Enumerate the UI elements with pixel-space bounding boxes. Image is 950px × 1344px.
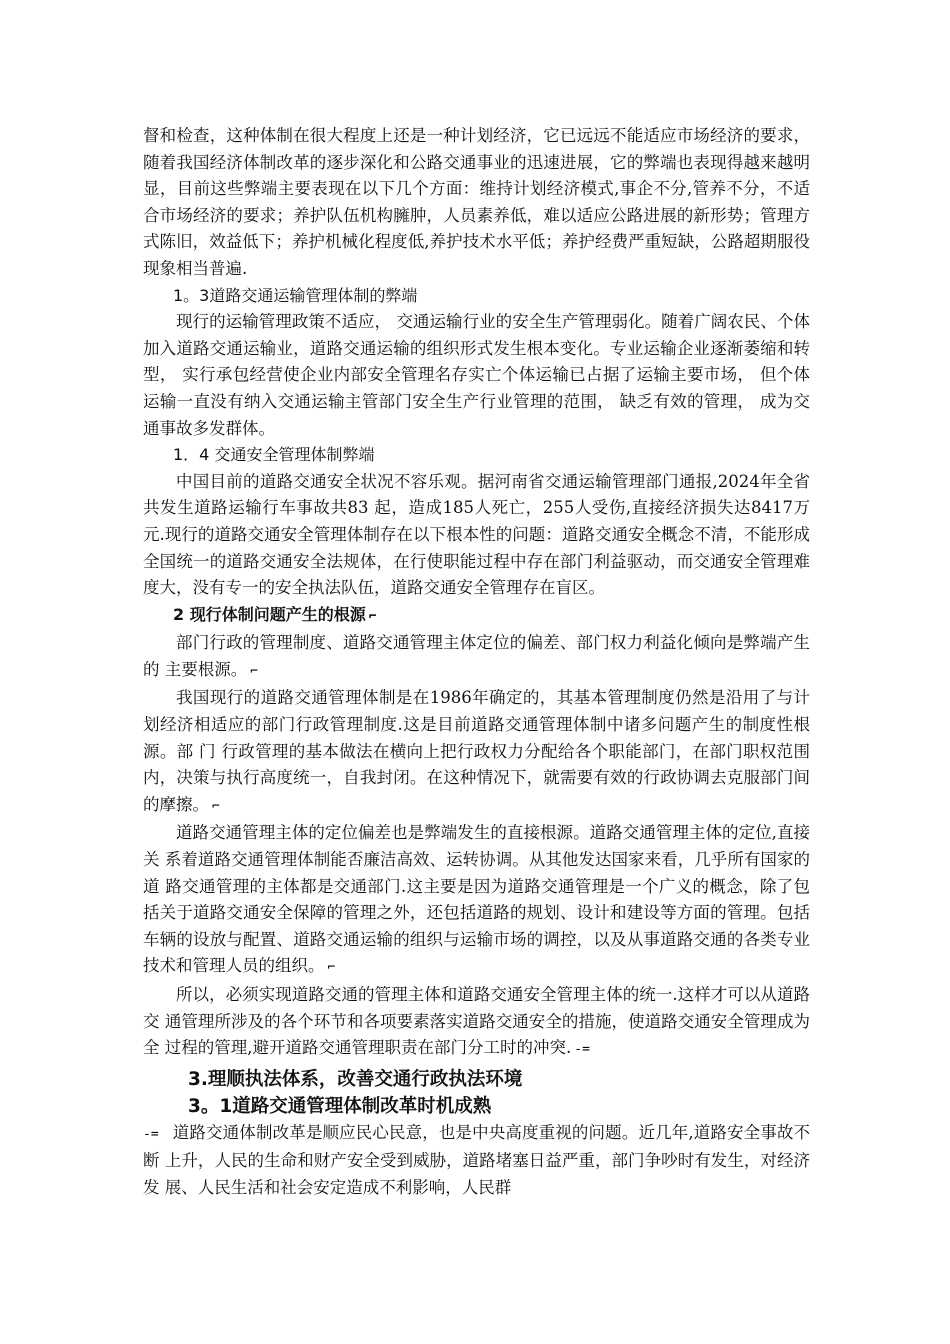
start-mark-icon: ‐= [143,1126,159,1142]
return-mark-icon: ⌐ [212,798,220,814]
paragraph-unification [143,982,810,1064]
paragraph-continued: 督和检查，这种体制在很大程度上还是一种计划经济，它已远远不能适应市场经济的要求，随着我国经济体制改革的逐步深化和公路交通事业的迅速进展，它的弊端也表现得越来越明显，目前这些弊端主要表现在以下几个方面：维持计划经济模式,事企不分,管养不分，不适合市场经济的要求；养护队伍机构臃肿，人员素养低，难以适应公路进展的新形势；管理方式陈旧，效益低下；养护机械化程度低,养护技术水平低；养护经费严重短缺，公路超期服役现象相当普遍. [143,126,810,278]
paragraph-root-causes-text: 部门行政的管理制度、道路交通管理主体定位的偏差、部门权力利益化倾向是弊端产生的 主要根源。 [143,633,810,679]
paragraph-subject-positioning-text: 道路交通管理主体的定位偏差也是弊端发生的直接根源。道路交通管理主体的定位,直接关 系着道路交通管理体制能否廉洁高效、运转协调。从其他发达国家来看，几乎所有国家的道 路交通管理的主体都是交通部门.这主要是因为道路交通管理是一个广义的概念，除了包 括关于道路交通安全保障的管理之外，还包括道路的规划、设计和建设等方面的管理。包括 车辆的设放与配置、道路交通运输的组织与运输市场的调控，以及从事道路交通的各类专业 技术和管理人员的组织。 [143,823,810,976]
paragraph-reform-timing-text: 道路交通体制改革是顺应民心民意，也是中央高度重视的问题。近几年,道路安全事故不断 上升，人民的生命和财产安全受到威胁，道路堵塞日益严重，部门争吵时有发生，对经济发 展、人民生活和社会安定造成不利影响，人民群 [143,1122,810,1197]
heading-1-4: 1．4 交通安全管理体制弊端 [173,445,375,465]
return-mark-icon: ⌐ [250,663,259,679]
heading-2: 2 现行体制问题产生的根源 [173,604,366,624]
heading-2-wrapper [173,602,810,631]
paragraph-subject-positioning [143,820,810,982]
paragraph-safety-status: 中国目前的道路交通安全状况不容乐观。据河南省交通运输管理部门通报,2024年全省共发生道路运输行车事故共83 起，造成185人死亡，255人受伤,直接经济损失达8417万元.现行的道路交通安全管理体制存在以下根本性的问题：道路交通安全概念不清，不能形成全国统一的道路交通安全法规体，在行使职能过程中存在部门利益驱动，而交通安全管理难度大，没有专一的安全执法队伍，道路交通安全管理存在盲区。 [143,471,810,598]
document-page [143,123,810,1202]
heading-3-1: 3。1道路交通管理体制改革时机成熟 [188,1095,492,1117]
return-mark-icon: ⌐ [327,960,336,976]
heading-1-3: 1。3道路交通运输管理体制的弊端 [173,285,418,305]
paragraph-root-causes [143,630,810,685]
paragraph-1986-system-text: 我国现行的道路交通管理体制是在1986年确定的，其基本管理制度仍然是沿用了与计划经济相适应的部门行政管理制度.这是目前道路交通管理体制中诸多问题产生的制度性根源。部 门 行政管理的基本做法在横向上把行政权力分配给各个职能部门，在部门职权范围内，决策与执行高度统一，自我封闭。在这种情况下，就需要有效的行政协调去克服部门间的摩擦。 [143,688,810,814]
end-mark-icon: ‐= [574,1042,590,1058]
paragraph-transport-management: 现行的运输管理政策不适应， 交通运输行业的安全生产管理弱化。随着广阔农民、个体加入道路交通运输业，道路交通运输的组织形式发生根本变化。专业运输企业逐渐萎缩和转型， 实行承包经营使企业内部安全管理名存实亡个体运输已占据了运输主要市场， 但个体运输一直没有纳入交通运输主管部门安全生产行业管理的范围， 缺乏有效的管理， 成为交通事故多发群体。 [143,312,810,438]
return-mark-icon: ⌐ [368,608,377,624]
heading-3: 3.理顺执法体系，改善交通行政执法环境 [188,1068,523,1090]
paragraph-unification-text: 所以，必须实现道路交通的管理主体和道路交通安全管理主体的统一.这样才可以从道路交 通管理所涉及的各个环节和各项要素落实道路交通安全的措施，使道路交通安全管理成为全 过程的管理,避开道路交通管理职责在部门分工时的冲突. [143,985,810,1058]
paragraph-1986-system [143,685,810,820]
paragraph-reform-timing [143,1120,810,1202]
